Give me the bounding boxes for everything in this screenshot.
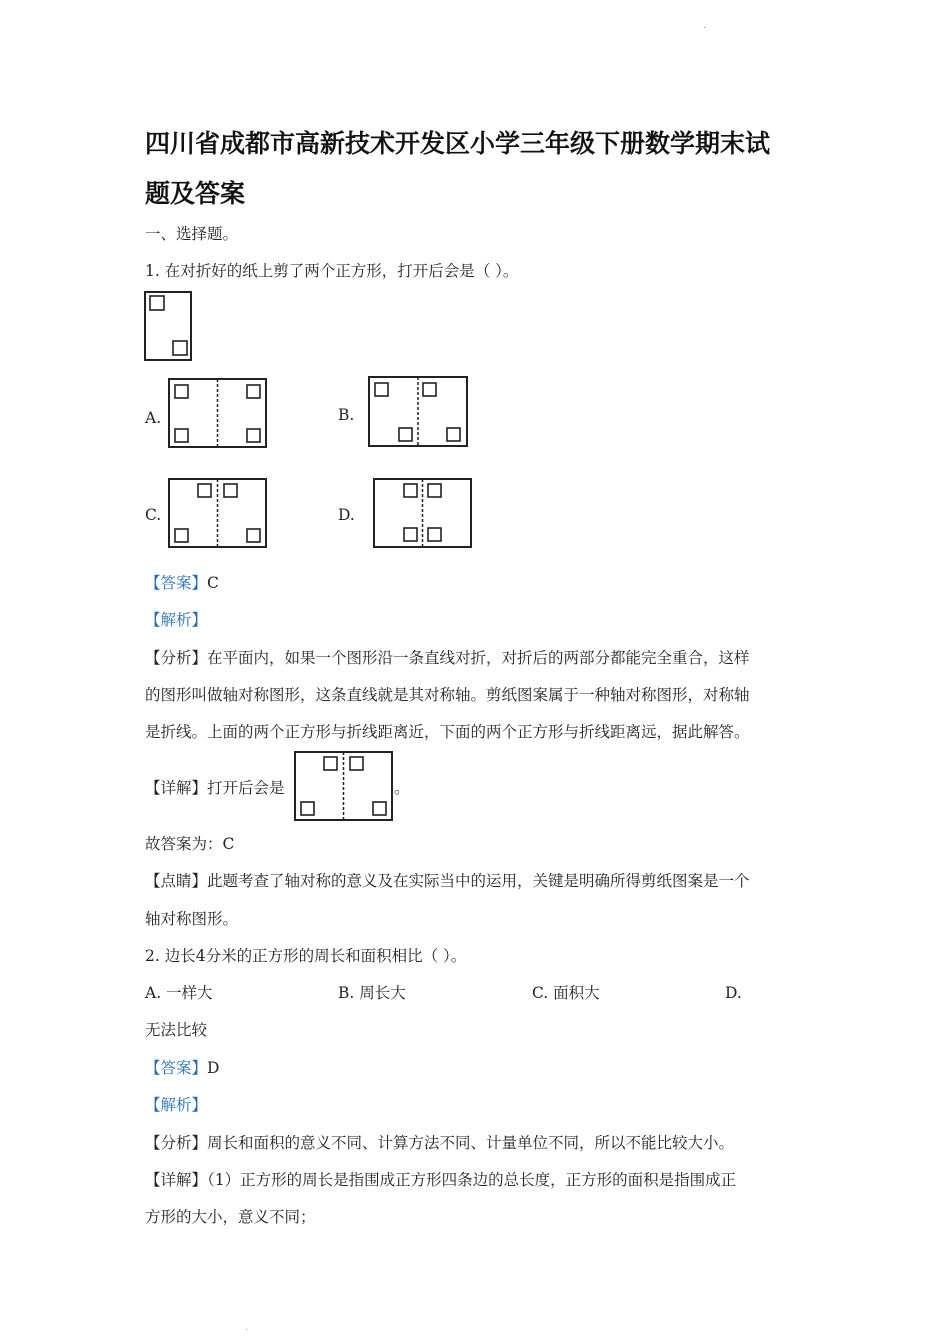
q1-fenxi-line2: 的图形叫做轴对称图形，这条直线就是其对称轴。剪纸图案属于一种轴对称图形，对称轴 (145, 686, 750, 704)
q1-xiangjie-end: 。 (394, 779, 410, 797)
q1-fenxi-tag: 【分析】 (145, 649, 208, 667)
q1-dianjing-text1: 此题考查了轴对称的意义及在实际当中的运用，关键是明确所得剪纸图案是一个 (207, 872, 750, 890)
doc-title-line2: 题及答案 (145, 179, 246, 208)
q1-dianjing-tag: 【点睛】 (145, 872, 208, 890)
q2-answer-tag: 【答案】 (145, 1059, 208, 1077)
q1-option-c-label: C. (145, 506, 162, 524)
q2-xiangjie-line2: 方形的大小，意义不同； (145, 1208, 316, 1226)
q1-analysis-tag: 【解析】 (145, 611, 208, 629)
q2-option-d: D. (725, 984, 742, 1002)
q2-option-c: C. 面积大 (532, 984, 600, 1002)
header-mark: . (703, 20, 707, 31)
q2-option-d-text: 无法比较 (145, 1021, 208, 1039)
folded-paper-figure (144, 291, 194, 363)
q1-answer-line (145, 573, 219, 593)
q2-option-b: B. 周长大 (338, 984, 406, 1002)
q2-xiangjie-line1 (145, 1170, 736, 1190)
q1-answer-value: C (207, 574, 219, 592)
section-heading: 一、选择题。 (145, 225, 239, 243)
q1-xiangjie-tag: 【详解】 (145, 779, 208, 797)
q1-dianjing-line1 (145, 871, 750, 891)
q1-answer-tag: 【答案】 (145, 574, 208, 592)
q2-option-a: A. 一样大 (145, 984, 213, 1002)
q1-option-d-label: D. (338, 506, 355, 524)
q2-answer-value: D (207, 1059, 220, 1077)
q1-xiangjie-figure (294, 751, 394, 823)
doc-title-line1: 四川省成都市高新技术开发区小学三年级下册数学期末试 (145, 129, 771, 158)
q1-fenxi-line3: 是折线。上面的两个正方形与折线距离近，下面的两个正方形与折线距离远，据此解答。 (145, 723, 750, 741)
q1-xiangjie-text: 打开后会是 (207, 779, 285, 797)
q2-fenxi-tag: 【分析】 (145, 1134, 208, 1152)
q2-analysis-tag: 【解析】 (145, 1096, 208, 1114)
q1-option-a-figure (168, 378, 268, 450)
q1-stem: 1. 在对折好的纸上剪了两个正方形，打开后会是（ ）。 (145, 262, 519, 280)
q1-option-c-figure (168, 478, 268, 550)
q1-fenxi-text1: 在平面内，如果一个图形沿一条直线对折，对折后的两部分都能完全重合，这样 (207, 649, 750, 667)
q1-option-a-label: A. (145, 409, 162, 427)
q1-option-d-figure (373, 478, 473, 550)
footer-mark: . (245, 1322, 249, 1333)
q1-dianjing-line2: 轴对称图形。 (145, 910, 239, 928)
q2-xiangjie-tag: 【详解】 (145, 1171, 208, 1189)
q2-fenxi-line (145, 1133, 734, 1153)
q1-xiangjie-line (145, 778, 285, 798)
q1-option-b-figure (368, 376, 469, 448)
q2-answer-line (145, 1058, 219, 1078)
q2-xiangjie-text1: （1）正方形的周长是指围成正方形四条边的总长度，正方形的面积是指围成正 (207, 1171, 737, 1189)
q2-stem: 2. 边长4分米的正方形的周长和面积相比（ ）。 (145, 947, 467, 965)
q1-option-b-label: B. (338, 406, 355, 424)
q2-fenxi-text: 周长和面积的意义不同、计算方法不同、计量单位不同，所以不能比较大小。 (207, 1134, 735, 1152)
q1-fenxi-line1 (145, 648, 750, 668)
q1-result: 故答案为：C (145, 835, 235, 853)
